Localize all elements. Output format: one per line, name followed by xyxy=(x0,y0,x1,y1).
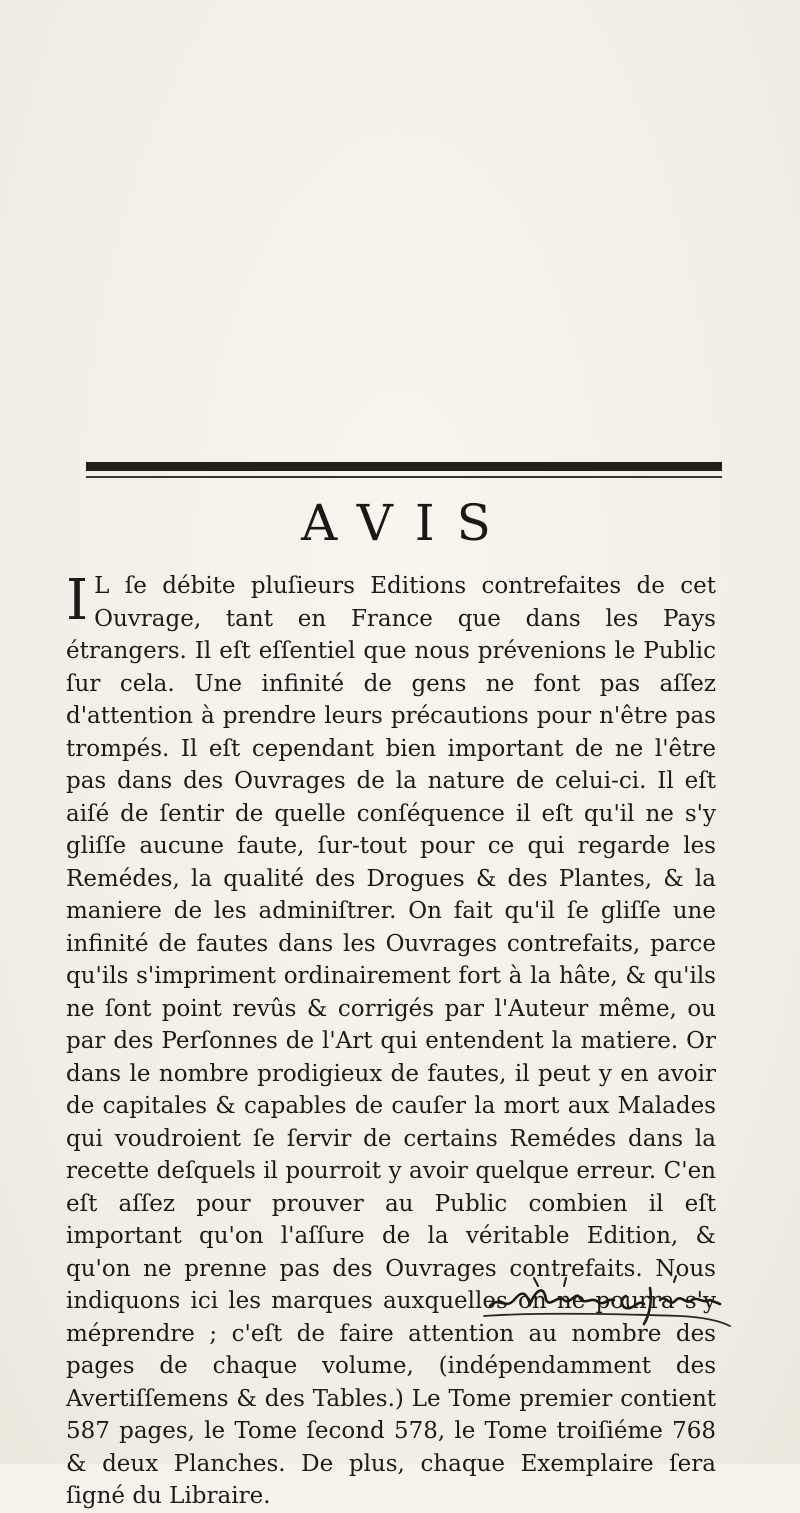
drop-cap: I xyxy=(66,568,89,633)
paragraph-text: L ſe débite pluſieurs Editions contrefaites de cet Ouvrage, tant en France que dans les Pays étrangers. Il eſt eſſentiel que nous prévenions le Public ſur cela. Une infinité de gens ne font pas aſſez d'attention à prendre leurs précautions pour n'être pas trompés. Il eſt cependant bien important de ne l'être pas dans des Ouvrages de la nature de celui-ci. Il eſt aiſé de ſentir de quelle conſéquence il eſt qu'il ne s'y gliſſe aucune faute, ſur-tout pour ce qui regarde les Remédes, la qualité des Drogues & des Plantes, & la maniere de les adminiſtrer. On fait qu'il ſe gliſſe une infinité de fautes dans les Ouvrages contrefaits, parce qu'ils s'impriment ordinairement fort à la hâte, & qu'ils ne ſont point revûs & corrigés par l'Auteur même, ou par des Perſonnes de l'Art qui entendent la matiere. Or dans le nombre prodigieux de fautes, il peut y en avoir de capitales & capables de cauſer la mort aux Malades qui voudroient ſe ſervir de certains Remédes dans la recette deſquels il pourroit y avoir quelque erreur. C'en eſt aſſez pour prouver au Public combien il eſt important qu'on l'aſſure de la véritable Edition, & qu'on ne prenne pas des Ouvrages contrefaits. Nous indiquons ici les marques auxquelles on ne pourra s'y méprendre ; c'eſt de faire attention au nombre des pages de chaque volume, (indépendamment des Avertiſſemens & des Tables.) Le Tome premier contient 587 pages, le Tome ſecond 578, le Tome troiſiéme 768 & deux Planches. De plus, chaque Exemplaire ſera ſigné du Libraire. xyxy=(66,573,716,1509)
header-rule-thick xyxy=(86,462,722,471)
header-rule-thin xyxy=(86,476,722,478)
handwritten-signature xyxy=(480,1270,740,1330)
notice-paragraph xyxy=(66,570,716,1513)
signature-drawing xyxy=(480,1270,740,1330)
document-title: AVIS xyxy=(301,494,513,552)
